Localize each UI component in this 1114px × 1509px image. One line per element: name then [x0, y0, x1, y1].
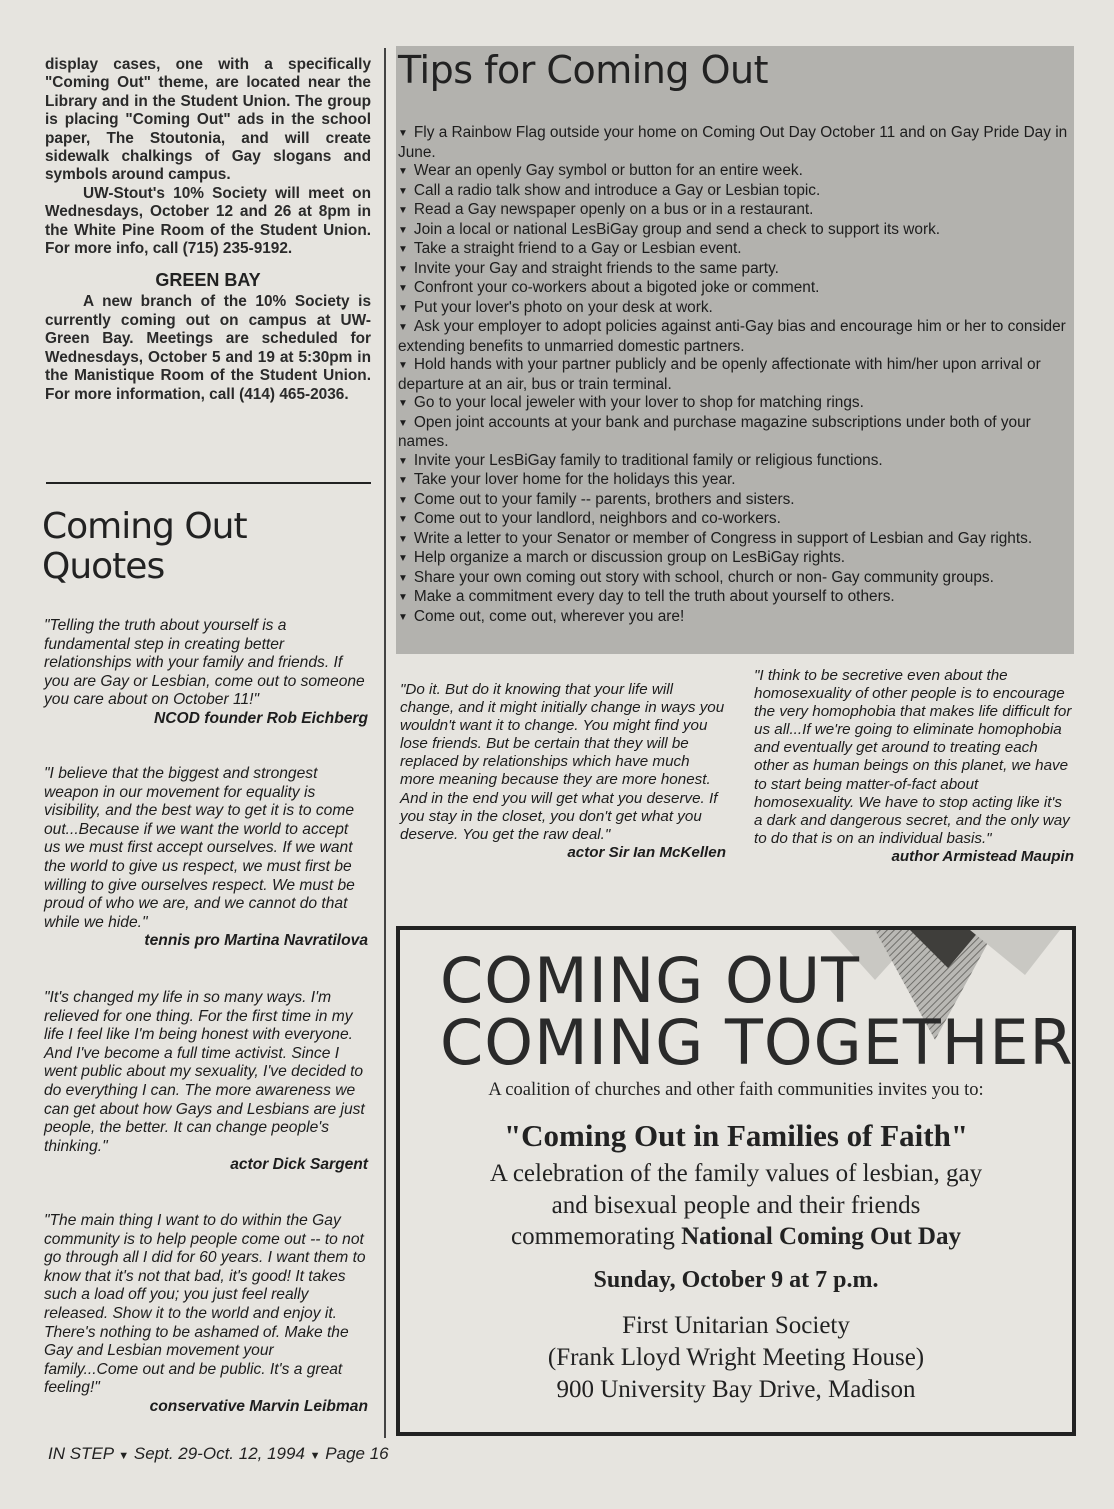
article-paragraph: UW-Stout's 10% Society will meet on Wednesdays, October 12 and 26 at 8pm in the White Pine Room of the Student Union. For more info, call (715) 235-9192. — [45, 184, 371, 258]
list-item: ▼ Go to your local jeweler with your lover to shop for matching rings. — [398, 394, 864, 411]
triangle-bullet-icon: ▼ — [398, 360, 408, 371]
triangle-bullet-icon: ▼ — [398, 128, 408, 139]
list-item: ▼ Write a letter to your Senator or member of Congress in support of Lesbian and Gay rights. — [398, 529, 1033, 547]
triangle-bullet-icon: ▼ — [398, 302, 408, 314]
event-description: commemorating National Coming Out Day — [511, 1223, 961, 1250]
page-footer — [48, 1444, 389, 1464]
list-item: ▼ Open joint accounts at your bank and purchase magazine subscriptions under both of your names. — [398, 413, 1031, 450]
list-item: ▼ Fly a Rainbow Flag outside your home on Coming Out Day October 11 and on Gay Pride Day in June. — [398, 124, 1068, 161]
list-item: ▼ Invite your LesBiGay family to traditional family or religious functions. — [398, 451, 883, 469]
quote-attribution: tennis pro Martina Navratilova — [144, 932, 368, 950]
tips-list — [398, 124, 1070, 627]
quote-attribution: actor Dick Sargent — [230, 1156, 368, 1174]
triangle-bullet-icon: ▼ — [398, 514, 408, 525]
triangle-bullet-icon: ▼ — [398, 475, 408, 486]
list-item: ▼ Make a commitment every day to tell the truth about yourself to others. — [398, 588, 895, 605]
quote: "I think to be secretive even about the homosexuality of other people is to encourage the very homophobia that makes life difficult for us all...If we're going to eliminate homophobia and eventually get around to treating each other as human beings on this planet, we have to start being matter-of-fact about homosexuality. We have to stop acting like it's a dark and dangerous secret, and the only way to do that is on an individual basis." author Armistead Maupin — [754, 667, 1074, 865]
tips-title: Tips for Coming Out — [398, 48, 768, 92]
ad-headline: COMING OUT COMING TOGETHER — [440, 944, 1074, 1079]
quote: "I believe that the biggest and strongest weapon in our movement for equality is visibility, and the best way to get it is to come out...Because if we want the world to accept us we must first accept ourselves. If we want the world to give us respect, we must first be willing to give ourselves respect. We must be proud of who we are, and we cannot do that while we hide." tennis pro Martina Navratilova — [44, 765, 368, 950]
list-item: ▼ Take your lover home for the holidays this year. — [398, 471, 736, 488]
list-item: ▼ Put your lover's photo on your desk at work. — [398, 298, 713, 316]
triangle-separator-icon: ▼ — [309, 1450, 321, 1462]
triangle-bullet-icon: ▼ — [398, 494, 408, 506]
article-paragraph: A new branch of the 10% Society is currently coming out on campus at UW-Green Bay. Meetings are scheduled for Wednesdays, October 5 and 19 at 5:30pm in the Manistique Room of the Student Union. For more information, call (414) 465-2036. — [45, 293, 371, 403]
triangle-bullet-icon: ▼ — [398, 592, 408, 603]
event-venue: (Frank Lloyd Wright Meeting House) — [547, 1344, 925, 1371]
event-description: A celebration of the family values of lesbian, gay — [489, 1160, 983, 1187]
triangle-bullet-icon: ▼ — [398, 244, 408, 255]
triangle-bullet-icon: ▼ — [398, 224, 408, 236]
list-item: ▼ Help organize a march or discussion group on LesBiGay rights. — [398, 549, 846, 566]
newspaper-name: The Stoutonia — [106, 129, 221, 147]
article-paragraph: display cases, one with a specifically "Coming Out" theme, are located near the Library and in the Student Union. The group is placing "Coming Out" ads in the school paper, The Stoutonia, and will create sidewalk chalkings of Gay slogans and symbols around campus. — [45, 56, 371, 184]
triangle-bullet-icon: ▼ — [398, 455, 408, 467]
event-description: and bisexual people and their friends — [551, 1192, 921, 1219]
quote: "Do it. But do it knowing that your life will change, and it might initially change in ways you wouldn't want it to change. You might find you lose friends. But be certain that they will be replaced by relationships which have much more meaning because they are more honest. And in the end you will get what you deserve. If you stay in the closet, you don't get what you deserve. You get the raw deal." actor Sir Ian McKellen — [400, 681, 726, 861]
quotes-title: Coming Out Quotes — [42, 506, 247, 587]
list-item: ▼ Join a local or national LesBiGay group and send a check to support its work. — [398, 220, 941, 238]
triangle-bullet-icon: ▼ — [398, 263, 408, 275]
list-item: ▼ Invite your Gay and straight friends to the same party. — [398, 259, 779, 277]
list-item: ▼ Call a radio talk show and introduce a Gay or Lesbian topic. — [398, 181, 821, 199]
list-item: ▼ Come out to your landlord, neighbors and co-workers. — [398, 510, 781, 527]
triangle-bullet-icon: ▼ — [398, 185, 408, 197]
quote-attribution: author Armistead Maupin — [891, 847, 1074, 865]
list-item: ▼ Read a Gay newspaper openly on a bus or in a restaurant. — [398, 201, 814, 218]
section-divider — [46, 482, 371, 484]
event-venue: First Unitarian Society — [622, 1312, 850, 1339]
quote: "It's changed my life in so many ways. I'm relieved for one thing. For the first time in my life I feel like I'm being honest with everyone. And I've become a full time activist. Since I went public about my sexuality, I've decided to do everything I can. The more awareness we can get about how Gays and Lesbians are just people, the better. It can change people's thinking." actor Dick Sargent — [44, 989, 368, 1174]
list-item: ▼ Come out, come out, wherever you are! — [398, 607, 685, 625]
triangle-bullet-icon: ▼ — [398, 283, 408, 294]
ad-intro: A coalition of churches and other faith communities invites you to: — [488, 1080, 984, 1100]
triangle-bullet-icon: ▼ — [398, 553, 408, 564]
quote-attribution: actor Sir Ian McKellen — [567, 843, 726, 861]
list-item: ▼ Confront your co-workers about a bigoted joke or comment. — [398, 279, 820, 296]
triangle-bullet-icon: ▼ — [398, 205, 408, 216]
list-item: ▼ Come out to your family -- parents, brothers and sisters. — [398, 490, 795, 508]
triangle-separator-icon: ▼ — [118, 1450, 130, 1462]
event-address: 900 University Bay Drive, Madison — [556, 1376, 916, 1403]
list-item: ▼ Hold hands with your partner publicly and be openly affectionate with him/her upon arrival or departure at an air, bus or train terminal. — [398, 356, 1041, 393]
section-subhead: GREEN BAY — [155, 270, 261, 291]
triangle-bullet-icon: ▼ — [398, 611, 408, 623]
quote: "The main thing I want to do within the Gay community is to help people come out -- to not go through all I did for 60 years. I want them to know that it's not that bad, it's good! It takes such a load off you; you just feel really released. Show it to the world and enjoy it. There's nothing to be ashamed of. Make the Gay and Lesbian movement your family...Come out and be public. It's a great feeling!" conservative Marvin Leibman — [44, 1212, 368, 1415]
triangle-bullet-icon: ▼ — [398, 572, 408, 584]
triangle-bullet-icon: ▼ — [398, 417, 408, 429]
event-date: Sunday, October 9 at 7 p.m. — [593, 1267, 879, 1293]
quote-attribution: conservative Marvin Leibman — [149, 1397, 368, 1415]
quote: "Telling the truth about yourself is a fundamental step in creating better relationships with your family and friends. If you are Gay or Lesbian, come out to someone you care about on October 11!" NCOD founder Rob Eichberg — [44, 617, 368, 727]
issue-dates: Sept. 29-Oct. 12, 1994 — [133, 1444, 305, 1463]
event-title: "Coming Out in Families of Faith" — [503, 1118, 969, 1153]
list-item: ▼ Ask your employer to adopt policies against anti-Gay bias and encourage him or her to consider extending benefits to unmarried domestic partners. — [398, 318, 1066, 355]
triangle-bullet-icon: ▼ — [398, 322, 408, 333]
list-item: ▼ Take a straight friend to a Gay or Lesbian event. — [398, 240, 742, 257]
list-item: ▼ Wear an openly Gay symbol or button for an entire week. — [398, 162, 803, 179]
column-divider — [384, 48, 386, 1438]
triangle-bullet-icon: ▼ — [398, 166, 408, 177]
list-item: ▼ Share your own coming out story with school, church or non- Gay community groups. — [398, 568, 994, 586]
publication-name: IN STEP — [48, 1444, 114, 1463]
triangle-bullet-icon: ▼ — [398, 533, 408, 545]
triangle-bullet-icon: ▼ — [398, 398, 408, 409]
quote-attribution: NCOD founder Rob Eichberg — [154, 709, 368, 727]
page-number: Page 16 — [325, 1444, 389, 1463]
event-advertisement — [396, 926, 1076, 1436]
left-column — [45, 56, 371, 404]
